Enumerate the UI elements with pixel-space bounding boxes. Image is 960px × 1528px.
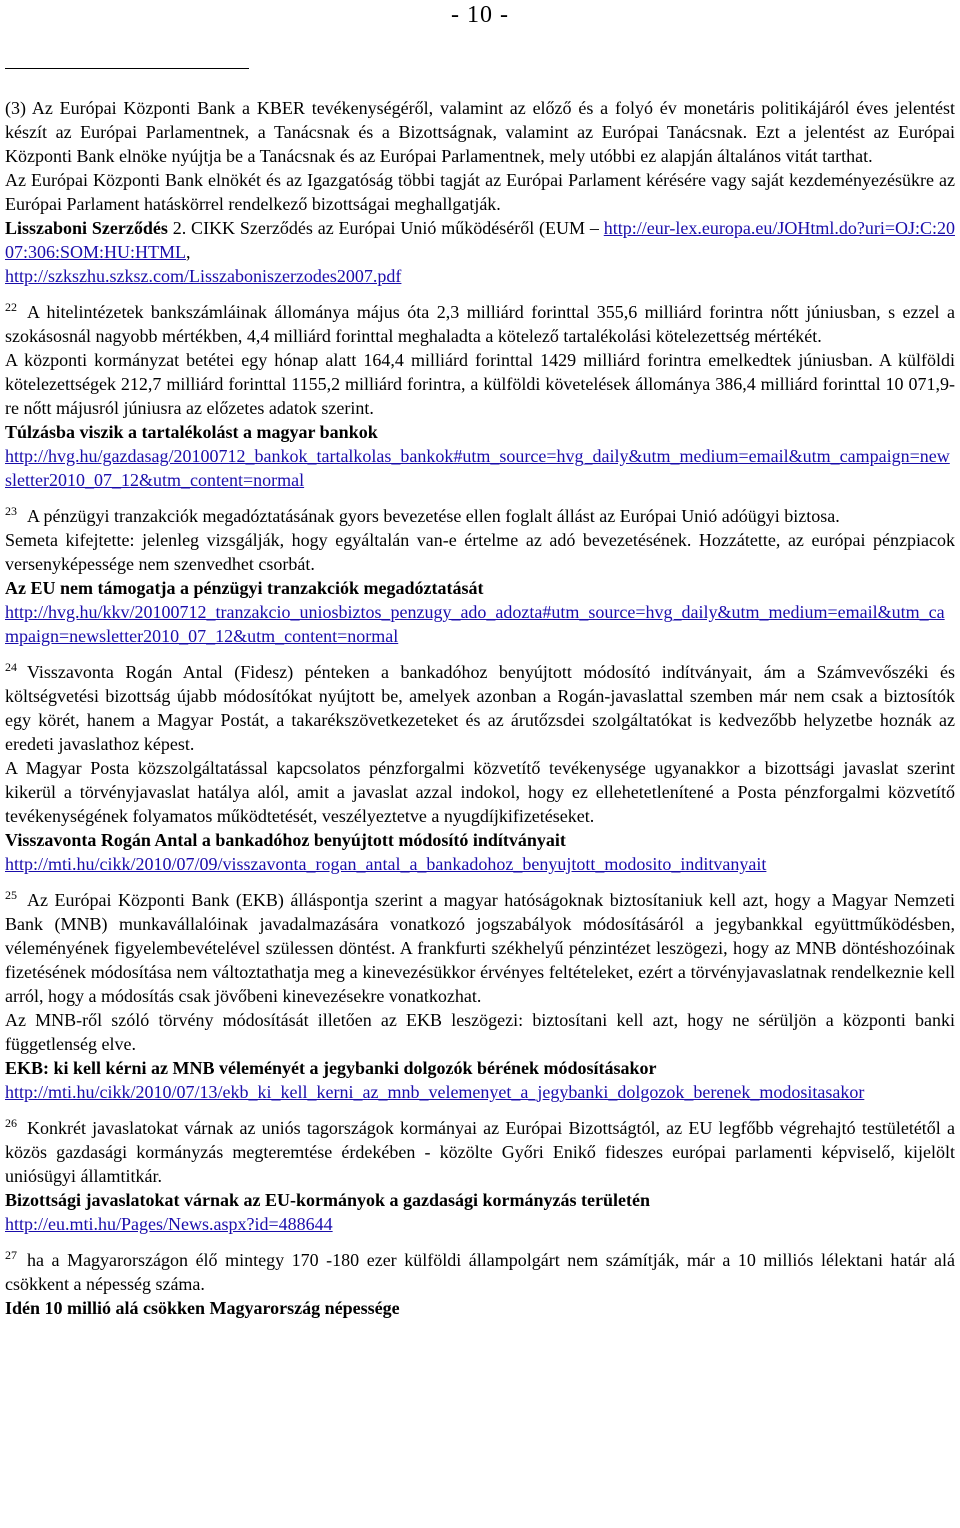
footnote-23 bbox=[5, 504, 955, 648]
footnote-title: Bizottsági javaslatokat várnak az EU-kormányok a gazdasági kormányzás területén bbox=[5, 1190, 650, 1210]
footnote-paragraph bbox=[5, 660, 955, 756]
footnote-paragraph bbox=[5, 888, 955, 1008]
source-line bbox=[5, 216, 955, 288]
footnote-text: A pénzügyi tranzakciók megadóztatásának gyors bevezetése ellen foglalt állást az Európai Unió adóügyi biztosa. bbox=[27, 506, 840, 526]
footnote-number: 27 bbox=[5, 1248, 17, 1262]
footnote-text: Az Európai Központi Bank (EKB) álláspontja szerint a magyar hatóságoknak biztosítaniuk kell azt, hogy a Magyar Nemzeti Bank (MNB) munkavállalóinak javadalmazására vonatkozó jogszabályok módosításáról a jegybankkal együttműködésben, véleményének figyelembevételével szülessen döntést. A frankfurti székhelyű pénzintézet leszögezi, hogy az MNB döntéshozóinak fizetésének módosítása nem változtathatja meg a kinevezésükkor érvényes feltételeket, ezért a törvényjavaslatnak rendelkeznie kell arról, hogy a módosítás csak jövőbeni kinevezésekre vonatkozhat. bbox=[5, 890, 955, 1006]
footnote-text: Konkrét javaslatokat várnak az uniós tagországok kormányai az Európai Bizottságtól, az EU legfőbb végrehajtó testületétől a közös gazdasági kormányzás megteremtése érdekében - közölte Győri Enikő fideszes európai parlamenti képviselő, kijelölt uniósügyi államtitkár. bbox=[5, 1118, 955, 1186]
footnote-paragraph bbox=[5, 300, 955, 348]
footnote-title: Visszavonta Rogán Antal a bankadóhoz benyújtott módosító indítványait bbox=[5, 830, 566, 850]
source-link-eurlex[interactable]: http://eur-lex.europa.eu/JOHtml.do?uri=OJ:C:2007:306:SOM:HU:HTML bbox=[5, 218, 955, 262]
footnote-paragraph: Semeta kifejtette: jelenleg vizsgálják, hogy egyáltalán van-e értelme az adó bevezetésének. Hozzátette, az európai pénzpiacok versenyképessége nem szenvedhet csorbát. bbox=[5, 530, 955, 574]
intro-paragraph: Az Európai Központi Bank elnökét és az Igazgatóság többi tagját az Európai Parlament kérésére vagy saját kezdeményezésükre az Európai Parlament hatáskörrel rendelkező bizottságai meghallgatják. bbox=[5, 170, 955, 214]
footnote-number: 22 bbox=[5, 300, 17, 314]
source-separator: , bbox=[186, 242, 191, 262]
source-link-szkszhu[interactable]: http://szkszhu.szksz.com/Lisszaboniszerzodes2007.pdf bbox=[5, 266, 402, 286]
footnote-paragraph bbox=[5, 1248, 955, 1296]
footnote-paragraph: A Magyar Posta közszolgáltatással kapcsolatos pénzforgalmi közvetítő tevékenysége ugyanakkor a bizottsági javaslat szerint kikerül a törvényjavaslat hatálya alól, amit a javaslat azzal indokol, hogy ez ellehetetlenítené a Posta pénzforgalmi közvetítő tevékenységének folyamatos működtetését, veszélyeztetve a nyugdíjkifizetéseket. bbox=[5, 758, 955, 826]
footnote-link-line bbox=[5, 600, 955, 648]
footnote-link-line bbox=[5, 852, 955, 876]
footnote-text: ha a Magyarországon élő mintegy 170 -180 ezer külföldi állampolgárt nem számítják, már a 10 milliós lélektani határ alá csökkent a népesség száma. bbox=[5, 1250, 955, 1294]
footnote-paragraph bbox=[5, 1116, 955, 1188]
footnote-title: Az EU nem támogatja a pénzügyi tranzakciók megadóztatását bbox=[5, 578, 484, 598]
footnote-link[interactable]: http://mti.hu/cikk/2010/07/13/ekb_ki_kell_kerni_az_mnb_velemenyet_a_jegybanki_dolgozok_berenek_modositasakor bbox=[5, 1082, 865, 1102]
footnote-paragraph: A központi kormányzat betétei egy hónap alatt 164,4 milliárd forinttal 1429 milliárd forintra emelkedtek júniusban. A külföldi kötelezettségek 212,7 milliárd forinttal 1155,2 milliárd forintra, a külföldi követelések állománya 386,4 milliárd forinttal 10 071,9-re nőtt májusról júniusra az előzetes adatok szerint. bbox=[5, 350, 955, 418]
footnote-text: Visszavonta Rogán Antal (Fidesz) pénteken a bankadóhoz benyújtott módosító indítványait, ám a Számvevőszéki és költségvetési bizottság újabb módosítókat nyújtott be, amelyek azonban a Rogán-javaslattal szemben már nem csak a biztosítók egy körét, hanem a Magyar Postát, a takarékszövetkezeteket és az árutőzsdei szolgáltatókat is kedvezőbb helyzetbe hoznák az eredeti javaslathoz képest. bbox=[5, 662, 955, 754]
footnote-27 bbox=[5, 1248, 955, 1320]
footnote-title: Idén 10 millió alá csökken Magyarország népessége bbox=[5, 1298, 400, 1318]
footnote-link[interactable]: http://hvg.hu/kkv/20100712_tranzakcio_uniosbiztos_penzugy_ado_adozta#utm_source=hvg_daily&utm_medium=email&utm_campaign=newsletter2010_07_12&utm_content=normal bbox=[5, 602, 945, 646]
footnote-number: 23 bbox=[5, 504, 17, 518]
intro-section bbox=[5, 96, 955, 288]
footnote-link-line bbox=[5, 1080, 955, 1104]
footnote-separator bbox=[5, 68, 249, 69]
footnote-number: 24 bbox=[5, 660, 17, 674]
page-number: - 10 - bbox=[451, 2, 509, 28]
intro-paragraph: (3) Az Európai Központi Bank a KBER tevékenységéről, valamint az előző és a folyó év monetáris politikájáról éves jelentést készít az Európai Parlamentnek, a Tanácsnak és a Bizottságnak, valamint az Európai Tanácsnak. Ezt a jelentést az Európai Központi Bank elnöke nyújtja be a Tanácsnak és az Európai Parlamentnek, mely utóbbi ez alapján általános vitát tarthat. bbox=[5, 98, 955, 166]
footnote-24 bbox=[5, 660, 955, 876]
footnote-link[interactable]: http://hvg.hu/gazdasag/20100712_bankok_tartalkolas_bankok#utm_source=hvg_daily&utm_medium=email&utm_campaign=newsletter2010_07_12&utm_content=normal bbox=[5, 446, 950, 490]
footnote-number: 26 bbox=[5, 1116, 17, 1130]
footnote-link-line bbox=[5, 1212, 955, 1236]
footnote-22 bbox=[5, 300, 955, 492]
footnote-title: EKB: ki kell kérni az MNB véleményét a jegybanki dolgozók bérének módosításakor bbox=[5, 1058, 657, 1078]
footnote-number: 25 bbox=[5, 888, 17, 902]
footnote-link[interactable]: http://eu.mti.hu/Pages/News.aspx?id=488644 bbox=[5, 1214, 333, 1234]
footnote-26 bbox=[5, 1116, 955, 1236]
footnote-paragraph bbox=[5, 504, 955, 528]
footnote-link[interactable]: http://mti.hu/cikk/2010/07/09/visszavonta_rogan_antal_a_bankadohoz_benyujtott_modosito_inditvanyait bbox=[5, 854, 767, 874]
document-body bbox=[5, 96, 955, 1332]
source-text: 2. CIKK Szerződés az Európai Unió működéséről (EUM – bbox=[167, 218, 604, 238]
footnote-title: Túlzásba viszik a tartalékolást a magyar bankok bbox=[5, 422, 378, 442]
footnote-paragraph: Az MNB-ről szóló törvény módosítását illetően az EKB leszögezi: biztosítani kell azt, hogy ne sérüljön a központi banki függetlenség elve. bbox=[5, 1010, 955, 1054]
footnote-link-line bbox=[5, 444, 955, 492]
footnote-text: A hitelintézetek bankszámláinak állománya május óta 2,3 milliárd forinttal 355,6 milliárd forintra nőtt júniusban, s ezzel a szokásosnál nagyobb mértékben, 4,4 milliárd forinttal meghaladta a kötelező tartalékolási kötelezettség mértékét. bbox=[5, 302, 955, 346]
footnote-25 bbox=[5, 888, 955, 1104]
source-title: Lisszaboni Szerződés bbox=[5, 218, 168, 238]
